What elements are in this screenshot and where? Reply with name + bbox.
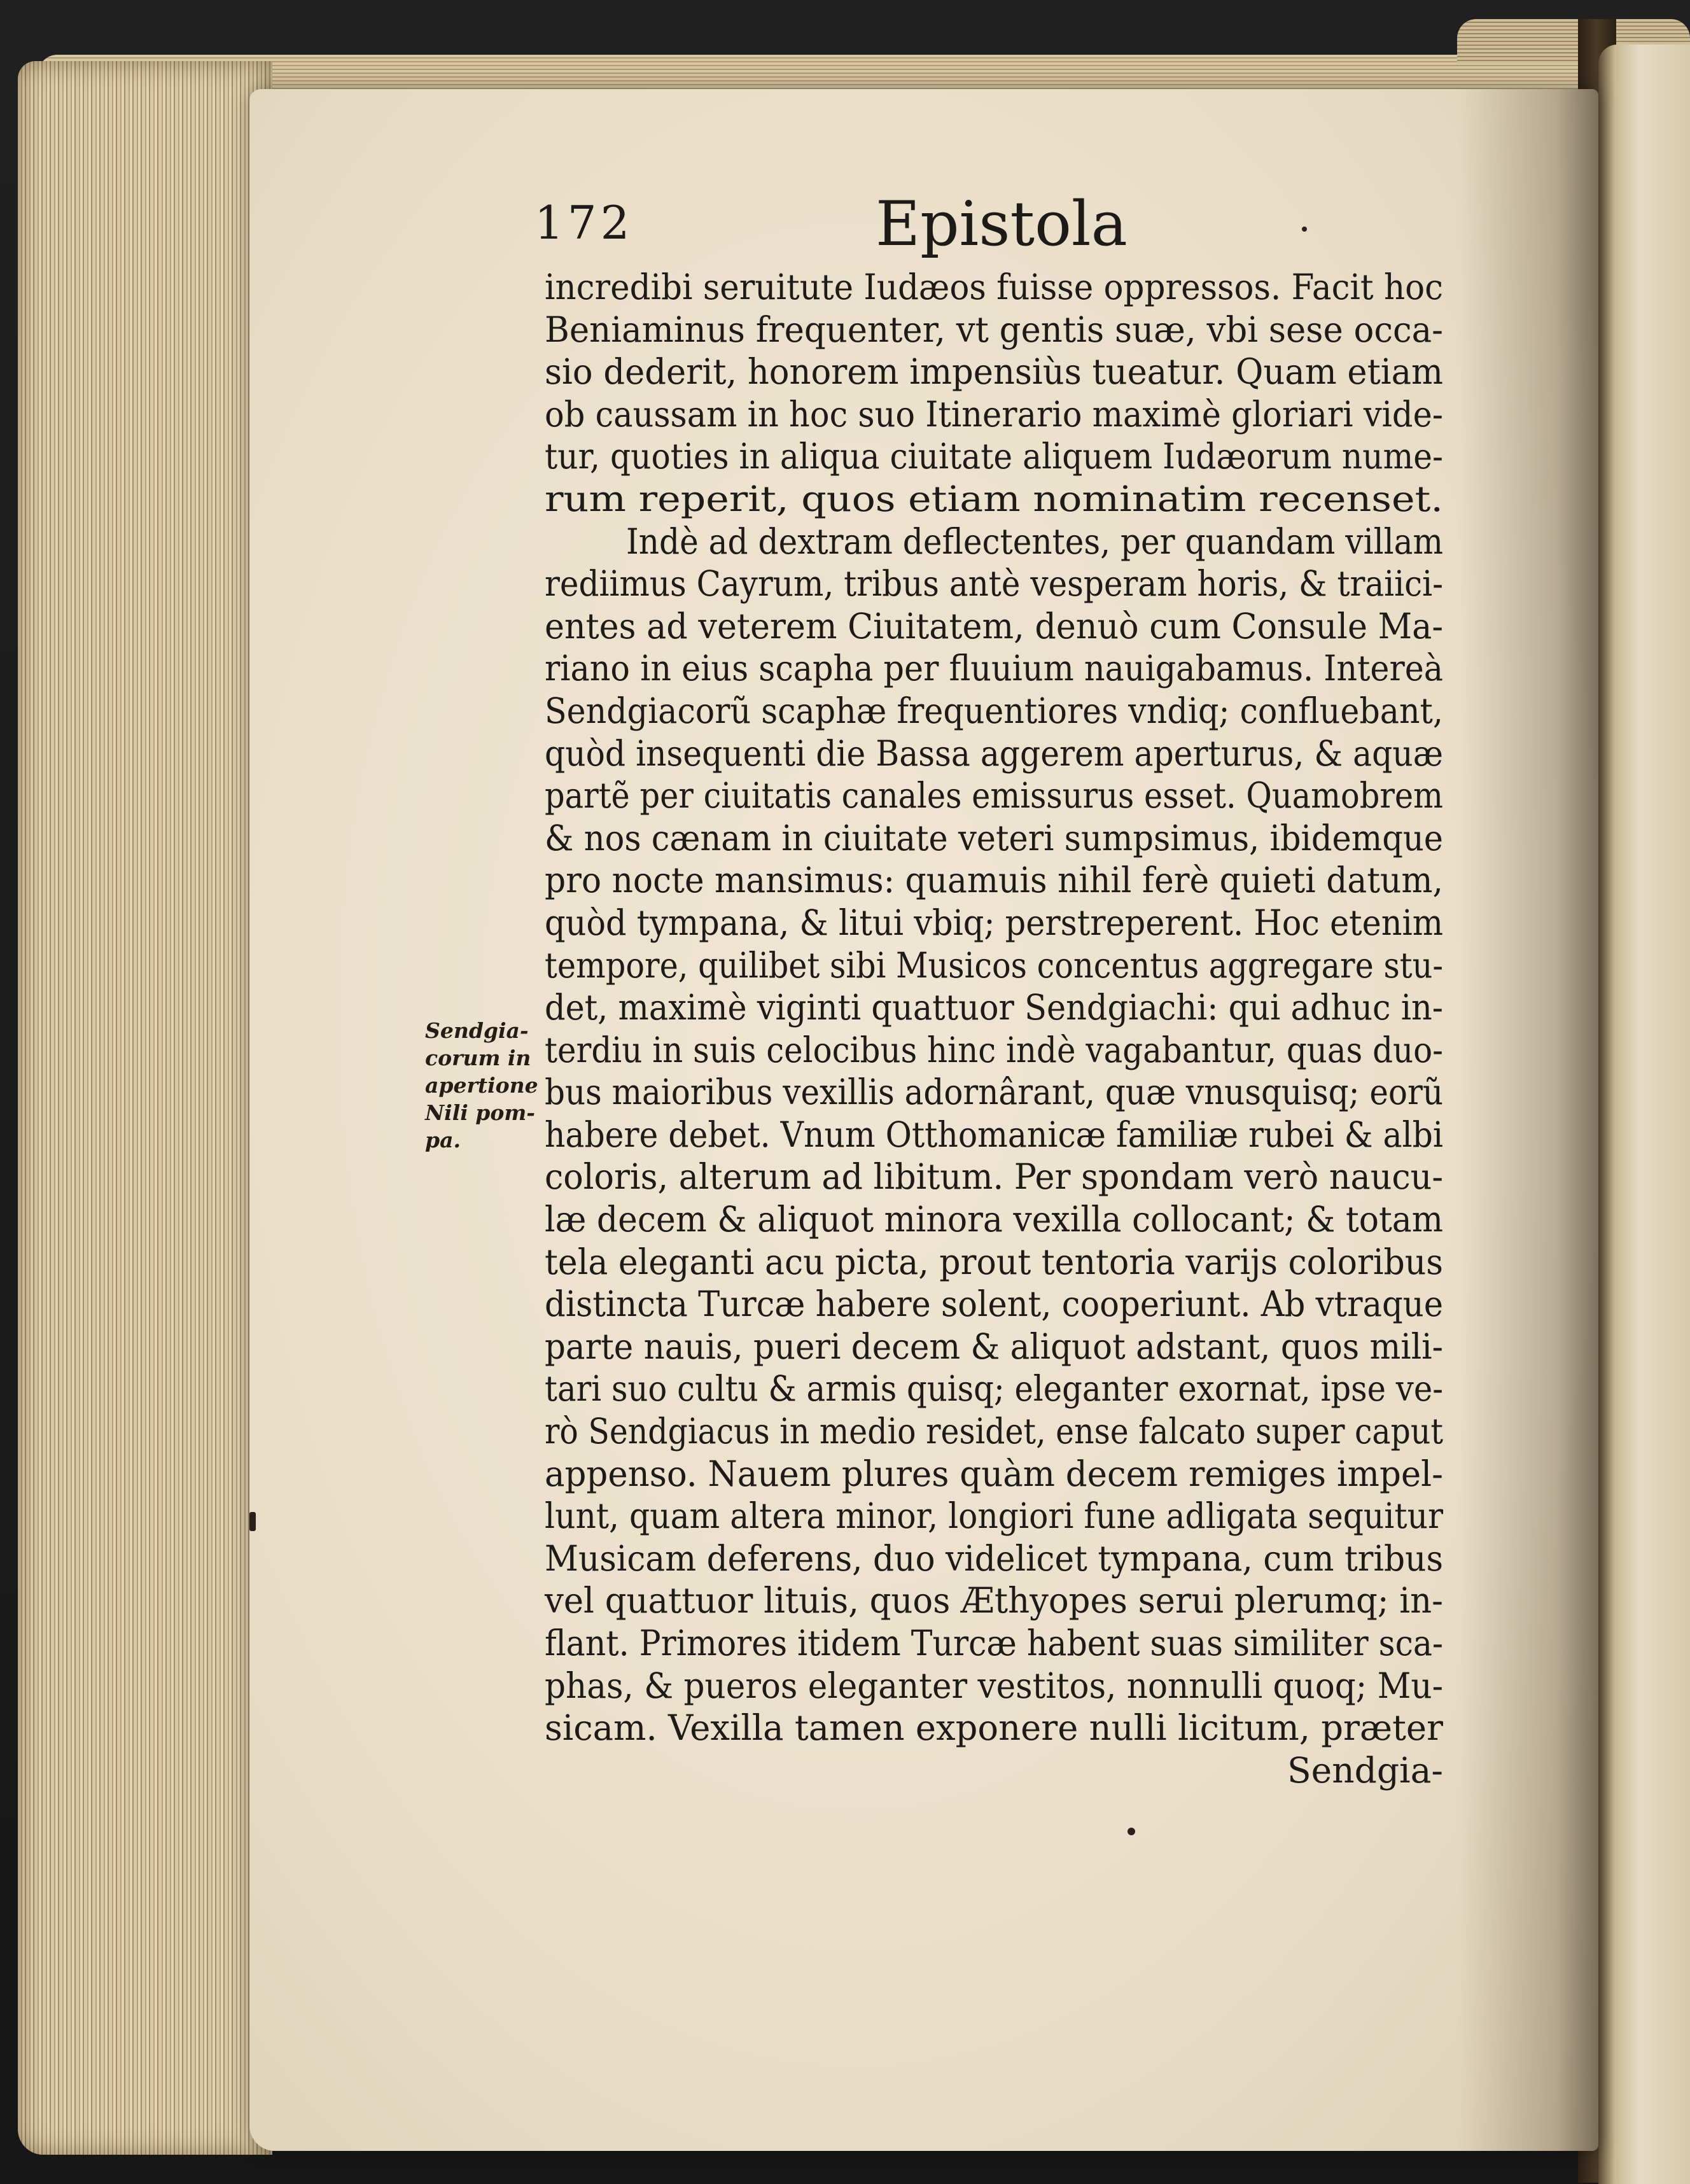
text-line: tari suo cultu & armis quisq; eleganter exornat, ipse ve- xyxy=(545,1368,1443,1410)
page-title: Epistola xyxy=(876,188,1128,260)
text-line: quòd tympana, & litui vbiq; perstreperent. Hoc etenim xyxy=(545,902,1443,943)
text-line: rò Sendgiacus in medio residet, ense falcato super caput xyxy=(545,1411,1443,1452)
text-line: terdiu in suis celocibus hinc indè vagabantur, quas duo- xyxy=(545,1029,1443,1070)
facing-page-sliver xyxy=(1598,45,1690,2184)
text-line: incredibi seruitute Iudæos fuisse oppressos. Facit hoc xyxy=(545,267,1443,307)
text-line: ob caussam in hoc suo Itinerario maximè gloriari vide- xyxy=(545,393,1443,435)
text-line: Beniaminus frequenter, vt gentis suæ, vbi sese occa- xyxy=(545,309,1443,350)
text-line: distincta Turcæ habere solent, cooperiunt. Ab vtraque xyxy=(545,1284,1443,1325)
marginal-note-line: apertione xyxy=(425,1073,538,1098)
text-line: partẽ per ciuitatis canales emissurus esset. Quamobrem xyxy=(545,775,1443,816)
marginal-note-line: corum in xyxy=(425,1046,531,1070)
text-line: tur, quoties in aliqua ciuitate aliquem Iudæorum nume- xyxy=(545,436,1443,477)
text-line: flant. Primores itidem Turcæ habent suas similiter sca- xyxy=(545,1623,1443,1663)
text-line: pro nocte mansimus: quamuis nihil ferè quieti datum, xyxy=(545,860,1443,901)
text-line: coloris, alterum ad libitum. Per spondam verò naucu- xyxy=(545,1156,1443,1198)
text-line: rediimus Cayrum, tribus antè vesperam horis, & traiici- xyxy=(545,563,1443,605)
text-line: habere debet. Vnum Otthomanicæ familiæ rubei & albi xyxy=(545,1114,1443,1155)
text-line: vel quattuor lituis, quos Æthyopes serui plerumq; in- xyxy=(545,1580,1443,1621)
text-line: riano in eius scapha per fluuium nauigabamus. Intereà xyxy=(545,648,1443,689)
text-line: tempore, quilibet sibi Musicos concentus aggregare stu- xyxy=(545,944,1443,986)
marginal-note xyxy=(425,1017,546,1154)
running-head xyxy=(534,188,1425,258)
marginal-note-line: pa. xyxy=(425,1128,461,1152)
ink-speck xyxy=(249,1512,256,1531)
page-number: 172 xyxy=(534,196,634,249)
text-line: tela eleganti acu picta, prout tentoria varijs coloribus xyxy=(545,1241,1443,1282)
text-line: sio dederit, honorem impensiùs tueatur. Quam etiam xyxy=(545,351,1443,393)
text-line: & nos cænam in ciuitate veteri sumpsimus, ibidemque xyxy=(545,817,1443,858)
text-line: Musicam deferens, duo videlicet tympana, cum tribus xyxy=(545,1537,1443,1579)
text-line: lunt, quam altera minor, longiori fune adligata sequitur xyxy=(545,1495,1443,1537)
marginal-note-line: Sendgia- xyxy=(425,1018,529,1043)
text-line: læ decem & aliquot minora vexilla collocant; & totam xyxy=(545,1199,1443,1240)
ink-speck xyxy=(1128,1828,1135,1835)
text-line: det, maximè viginti quattuor Sendgiachi: qui adhuc in- xyxy=(545,987,1443,1028)
marginal-note-line: Nili pom- xyxy=(425,1100,535,1125)
text-line: bus maioribus vexillis adornârant, quæ vnusquisq; eorũ xyxy=(545,1072,1443,1113)
catchword: Sendgia- xyxy=(1287,1749,1443,1791)
page-block-fore-edge xyxy=(18,61,272,2155)
text-line: sicam. Vexilla tamen exponere nulli licitum, præter xyxy=(545,1707,1443,1749)
text-line: Indè ad dextram deflectentes, per quandam villam xyxy=(626,521,1443,562)
text-line: appenso. Nauem plures quàm decem remiges impel- xyxy=(545,1453,1443,1494)
text-line: Sendgiacorũ scaphæ frequentiores vndiq; confluebant, xyxy=(545,690,1443,731)
body-text xyxy=(545,266,1443,1791)
text-line: rum reperit, quos etiam nominatim recenset. xyxy=(545,478,1443,519)
ink-speck xyxy=(1302,227,1307,232)
text-line: phas, & pueros eleganter vestitos, nonnulli quoq; Mu- xyxy=(545,1665,1443,1706)
text-line: parte nauis, pueri decem & aliquot adstant, quos mili- xyxy=(545,1326,1443,1367)
gutter-shadow xyxy=(1458,89,1598,2151)
text-line: quòd insequenti die Bassa aggerem aperturus, & aquæ xyxy=(545,732,1443,774)
text-line: entes ad veterem Ciuitatem, denuò cum Consule Ma- xyxy=(545,605,1443,647)
